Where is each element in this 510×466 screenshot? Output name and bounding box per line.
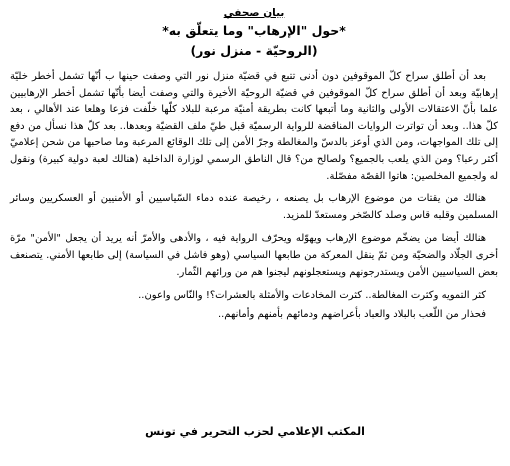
body-paragraph-5: فحذار من اللّعب بالبلاد والعباد بأعراضهم ودمائهم بأمنهم وأمانهم.. bbox=[217, 308, 486, 320]
body-paragraph-4: كثر التمويه وكثرت المغالطة.. كثرت المخادعات والأمثلة بالعشرات؟! والنّاس واعون.. bbox=[138, 290, 486, 302]
body-paragraph-3: هنالك أيضا من يضخّم موضوع الإرهاب ويهوّله ويحرّف الرواية فيه ، والأدهى والأمرّ أنه يريد أن يجعل "الأمن" مرّة أخرى الجلّاد والضحيّة ومن ثمّ ينقل المعركة من طابعها السياسي (وهو فاشل في السياسة) إلى طابعها الأمني. يتصنعف بعض السياسيين الأمن ويستدرجونهم ويستعجلونهم ليجنوا هم من ورائهم الثّمار. bbox=[10, 233, 498, 278]
document-body bbox=[10, 69, 498, 323]
body-paragraph-1: بعد أن أطلق سراح كلّ الموقوفين دون أدنى تتبع في قضيّة منزل نور التي وصفت حينها ب أنّها تشمل أخطر خليّة إرهابيّة وبعد أن أطلق سراح كلّ الموقوفين في قضيّة الروحيّة الأخيرة والتي وصفت أيضا بأنّها تشمل أخطر الإرهابيين علما بأنّ الاعتقالات الأولى والثانية وما أتبعها كانت بطريقة أمنيّة مرعبة للبلاد كلّها خلّفت فزعا وهلعا عند الأهالي ، بعد كلّ هذا.. وبعد أن تواترت الروايات المناقضة للرواية الرسميّة قبل طيّ ملف القضيّة وبعدها.. بعد كلّ هذا نسأل من دفع إلى تلك المواجهات، ومن الذي أوعز بالدسّ والمغالطة وجرّ الأمن إلى تلك الوقائع المرعبة وما صاحبها من شحن إعلاميّ أكثر رعبا؟ ومن الذي يلعب بالجميع؟ ولصالح من؟ قال الناطق الرسمي لوزارة الداخلية (هنالك لعبة دولية كبيرة) ونقول له ولجميع المخلصين: هاتوا القصّة مفصّلة. bbox=[10, 71, 498, 182]
signature-line: المكتب الإعلامي لحزب التحرير في تونس bbox=[145, 425, 365, 438]
document-title: *حول "الإرهاب" وما يتعلّق به* bbox=[162, 23, 346, 38]
body-paragraph-2: هنالك من يقتات من موضوع الإرهاب بل يصنعه ، رخيصة عنده دماء السّياسيين أو الأمنيين أو العسكريين وسائر المسلمين وقلبه قاس وصلد كالصّخر ومستعدّ للمزيد. bbox=[10, 193, 498, 221]
document-header bbox=[10, 6, 498, 59]
document-subtitle: (الروحيّة - منزل نور) bbox=[190, 43, 318, 58]
document-kicker: بيان صحفي bbox=[223, 7, 285, 19]
